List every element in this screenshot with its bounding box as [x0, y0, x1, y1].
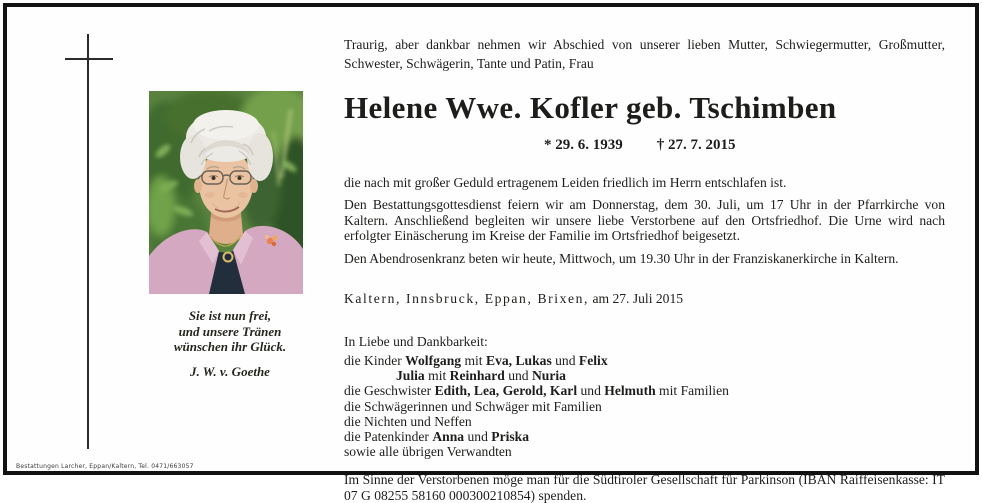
quote-author: J. W. v. Goethe	[190, 363, 270, 379]
cross-icon	[87, 34, 89, 449]
intro-text: Traurig, aber dankbar nehmen wir Abschied von unserer lieben Mutter, Schwiegermutter, Großmutter, Schwester, Schwägerin, Tante und Patin, Frau	[344, 37, 945, 71]
mourner-name: Edith, Lea, Gerold, Karl	[434, 383, 578, 399]
quote-line: und unsere Tränen	[178, 323, 282, 339]
mourner-name: Nuria	[531, 368, 566, 384]
mourner-text: und	[577, 383, 605, 399]
paragraph-passing: die nach mit großer Geduld ertragenem Leiden friedlich im Herrn entschlafen ist.	[344, 175, 787, 190]
birth-date: * 29. 6. 1939	[544, 137, 623, 153]
mourner-text: mit	[461, 353, 486, 369]
memorial-quote	[125, 308, 335, 379]
places-date-line	[344, 291, 945, 307]
mourner-text: und	[504, 368, 532, 384]
places: Kaltern, Innsbruck, Eppan, Brixen,	[344, 291, 590, 307]
mourner-text: und	[551, 353, 579, 369]
deceased-name: Helene Wwe. Kofler geb. Tschimben	[344, 90, 837, 125]
death-date: † 27. 7. 2015	[656, 137, 736, 153]
mourner-name: Eva, Lukas	[486, 353, 552, 369]
mourner-line	[344, 414, 945, 429]
quote-line: Sie ist nun frei,	[188, 308, 272, 323]
mourner-text: die Nichten und Neffen	[344, 413, 472, 429]
mourner-text: die Geschwister	[344, 383, 435, 399]
mourner-name: Wolfgang	[405, 353, 462, 369]
portrait-illustration	[149, 91, 303, 294]
paragraph-rosary: Den Abendrosenkranz beten wir heute, Mittwoch, um 19.30 Uhr in der Franziskanerkirche in Kaltern.	[344, 250, 899, 266]
mourner-name: Anna	[432, 429, 465, 445]
mourner-text: mit Familien	[655, 383, 729, 399]
mourner-line	[344, 368, 945, 383]
salutation: In Liebe und Dankbarkeit:	[344, 334, 488, 350]
funeral-home-imprint: Bestattungen Larcher, Eppan/Kaltern, Tel. 0471/663057	[16, 463, 194, 470]
mourner-text: die Schwägerinnen und Schwäger mit Familien	[344, 398, 602, 414]
mourner-text: sowie alle übrigen Verwandten	[344, 444, 512, 460]
mourner-name: Reinhard	[449, 368, 505, 384]
mourner-name: Priska	[491, 429, 530, 445]
mourner-line	[344, 444, 945, 459]
paragraph-funeral: Den Bestattungsgottesdienst feiern wir am Donnerstag, dem 30. Juli, um 17 Uhr in der Pfarrkirche von Kaltern. Anschließend begleiten wir unsere liebe Verstorbene auf den Ortsfriedhof. Die Urne wird nach erfolgter Einäscherung im Kreise der Familie im Ortsfriedhof beigesetzt.	[344, 197, 945, 244]
mourner-line	[344, 399, 945, 414]
mourners-list	[344, 353, 945, 459]
quote-line: wünschen ihr Glück.	[173, 339, 287, 354]
mourner-name: Felix	[578, 353, 608, 369]
cross-icon-bar	[65, 58, 113, 60]
mourner-line	[344, 353, 945, 368]
announcement-date: am 27. Juli 2015	[589, 291, 684, 307]
donation-note: Im Sinne der Verstorbenen möge man für die Südtiroler Gesellschaft für Parkinson (IBAN Raiffeisenkasse: IT 07 G 08255 58160 000300210854) spenden.	[344, 472, 945, 503]
mourner-text: die Kinder	[344, 353, 406, 369]
mourner-line	[344, 429, 945, 444]
portrait-photo	[149, 91, 303, 294]
mourner-text: und	[464, 429, 492, 445]
mourner-text: die Patenkinder	[344, 429, 433, 445]
mourner-line	[344, 383, 945, 398]
obituary-card	[3, 3, 979, 503]
mourner-name: Julia	[396, 368, 425, 384]
mourner-name: Helmuth	[604, 383, 656, 399]
announcement-column	[344, 35, 945, 503]
life-dates	[344, 137, 945, 154]
mourner-text: mit	[424, 368, 450, 384]
